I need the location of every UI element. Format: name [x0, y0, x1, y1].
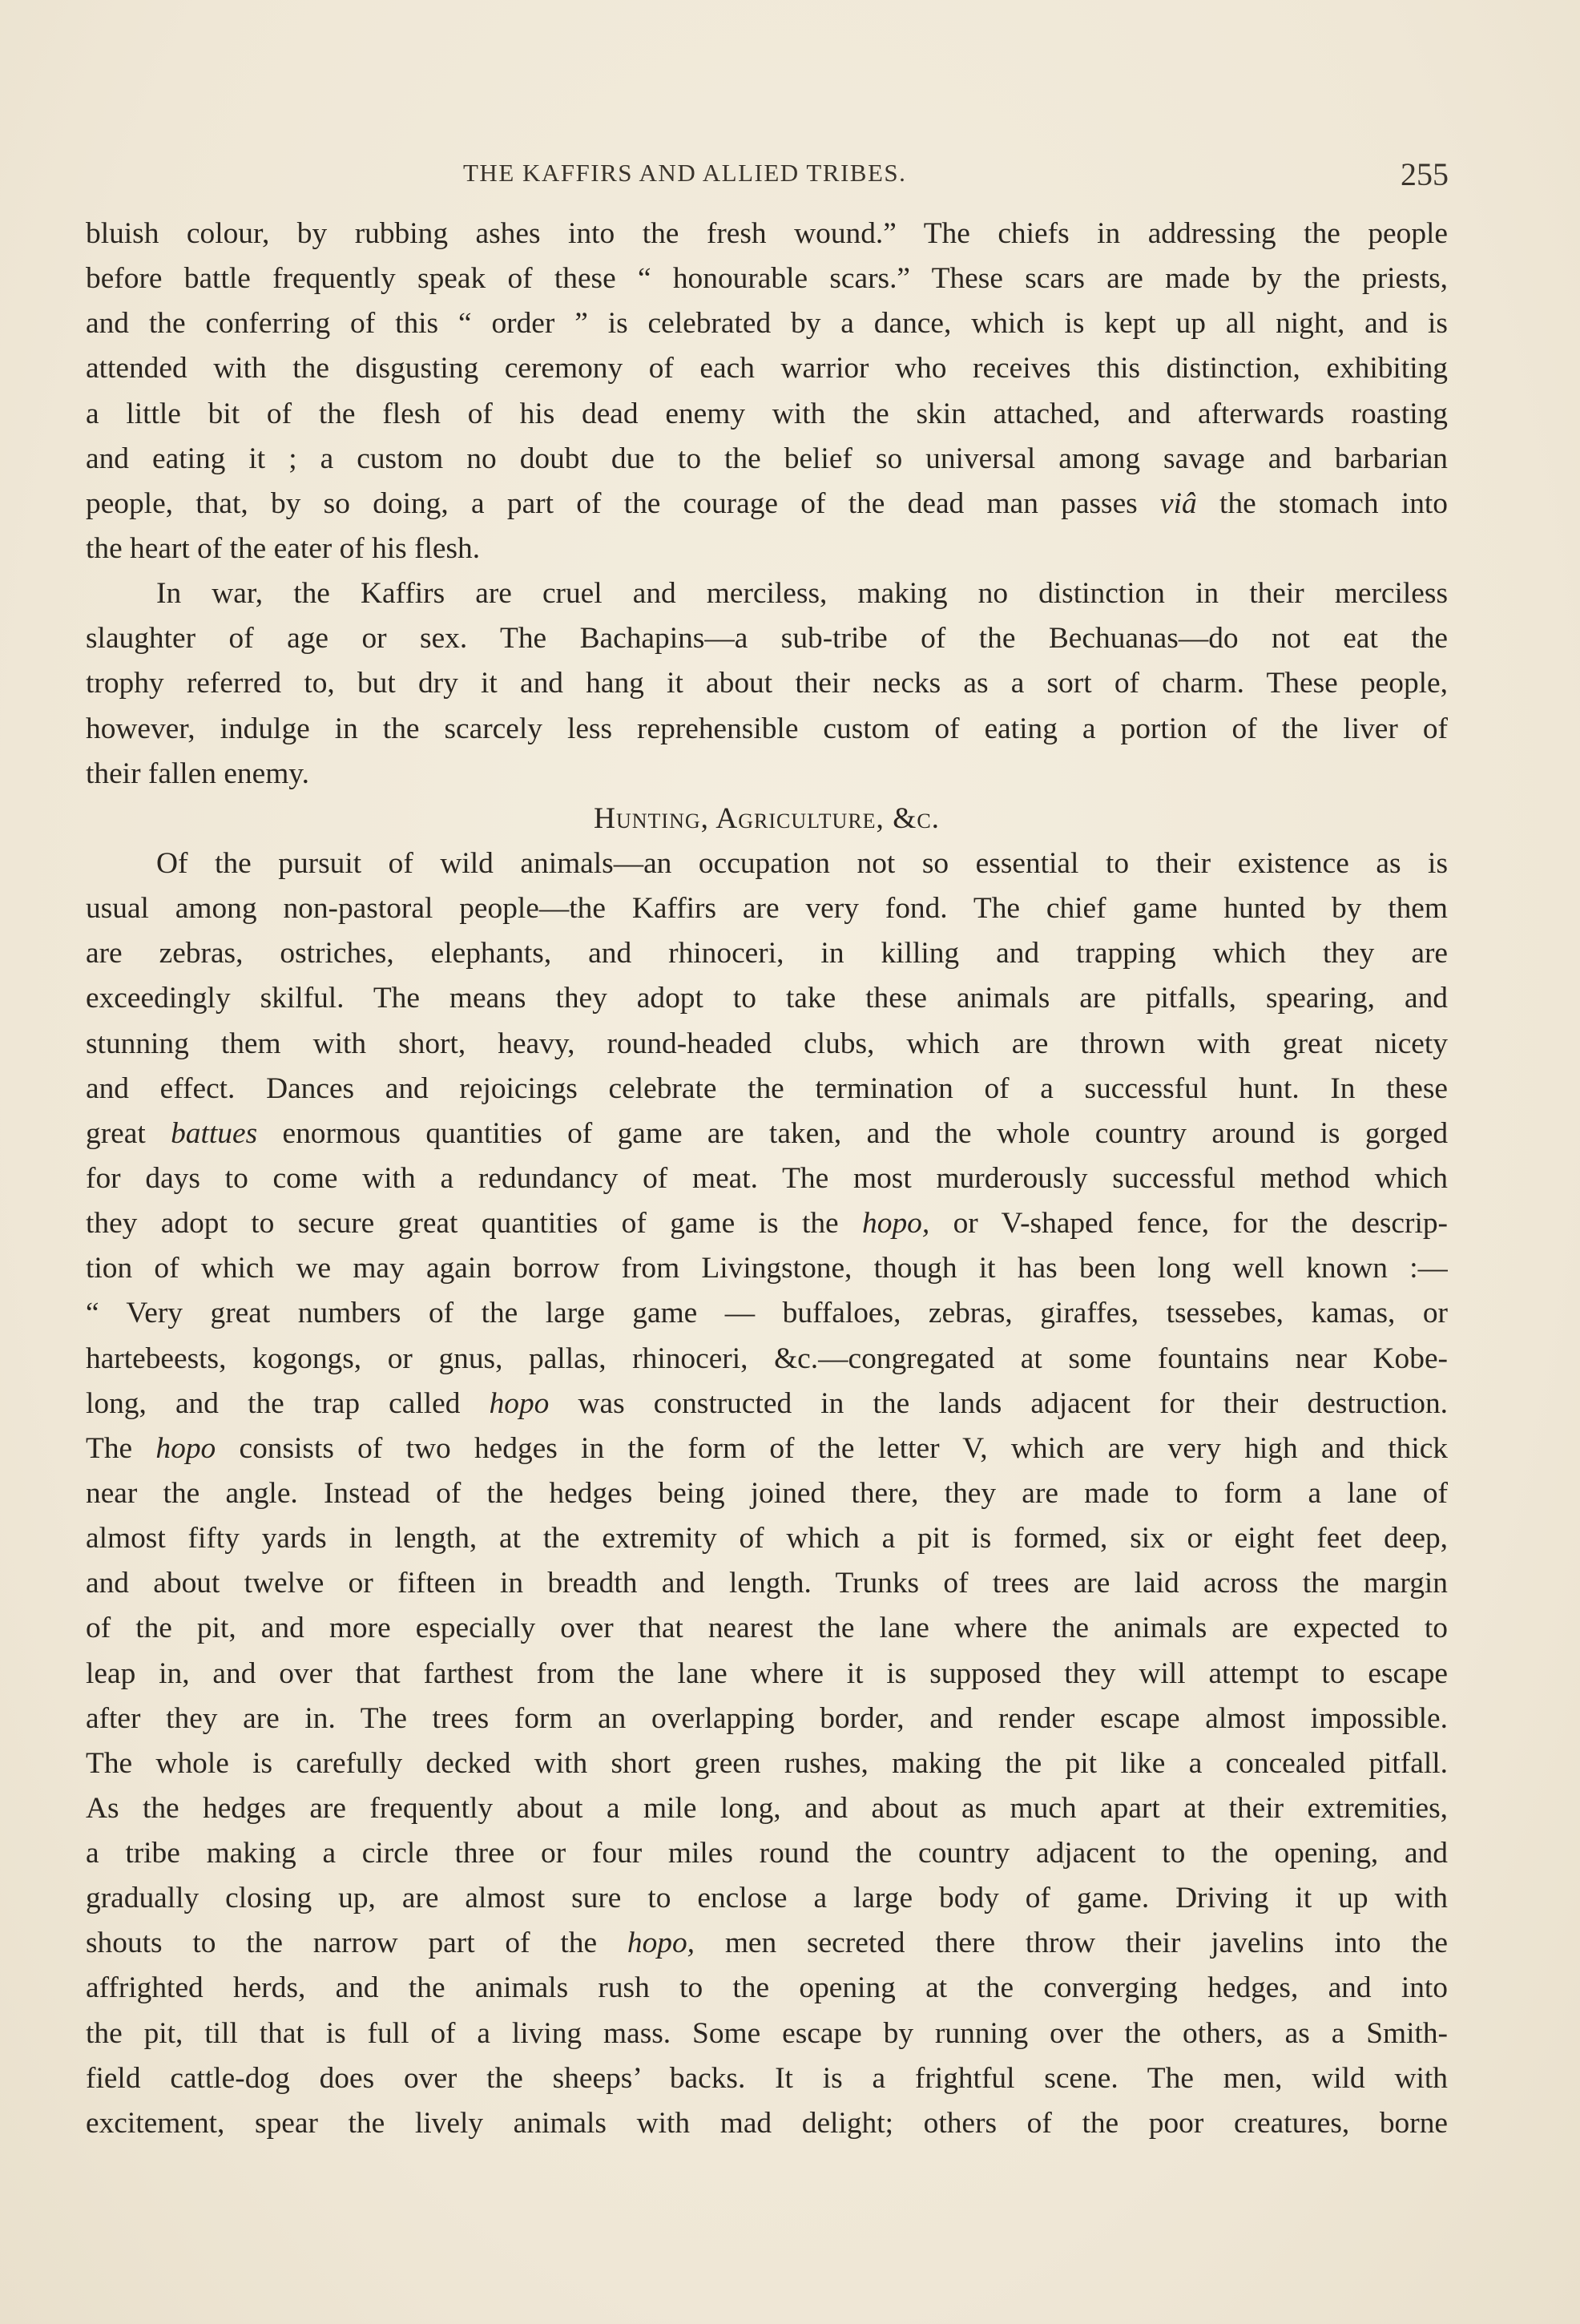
text-line: leap in, and over that farthest from the lane where it is supposed they will attempt to escape	[86, 1656, 1448, 1690]
italic-term: hopo	[489, 1386, 550, 1420]
text-line: of the pit, and more especially over that nearest the lane where the animals are expected to	[86, 1612, 1448, 1645]
text-line: a tribe making a circle three or four miles round the country adjacent to the opening, and	[86, 1837, 1448, 1870]
text-line: exceedingly skilful. The means they adopt to take these animals are pitfalls, spearing, and	[86, 982, 1448, 1015]
text-segment: they adopt to secure great quantities of game is the	[86, 1207, 863, 1241]
text-line: and effect. Dances and rejoicings celebrate the termination of a successful hunt. In these	[86, 1071, 1448, 1105]
text-line	[86, 1921, 1448, 1966]
text-line: near the angle. Instead of the hedges being joined there, they are made to form a lane of	[86, 1476, 1448, 1510]
text-line: and about twelve or fifteen in breadth and length. Trunks of trees are laid across the margin	[86, 1567, 1448, 1600]
text-segment: men secreted there throw their javelins into the	[695, 1927, 1448, 1960]
text-segment: The	[86, 1431, 156, 1465]
text-line: As the hedges are frequently about a mile long, and about as much apart at their extremities,	[86, 1791, 1448, 1825]
running-title: THE KAFFIRS AND ALLIED TRIBES.	[463, 159, 907, 187]
text-line: In war, the Kaffirs are cruel and merciless, making no distinction in their merciless	[156, 577, 1448, 611]
text-line: and the conferring of this “ order ” is celebrated by a dance, which is kept up all night, and is	[86, 307, 1448, 341]
page-number: 255	[1401, 156, 1449, 192]
text-segment: people, that, by so doing, a part of the courage of the dead man passes	[86, 486, 1161, 520]
text-segment: shouts to the narrow part of the	[86, 1927, 627, 1960]
text-line: field cattle-dog does over the sheeps’ backs. It is a frightful scene. The men, wild with	[86, 2061, 1448, 2095]
text-line	[86, 482, 1448, 527]
text-line: The whole is carefully decked with short green rushes, making the pit like a concealed pitfall.	[86, 1746, 1448, 1780]
text-line: hartebeests, kogongs, or gnus, pallas, rhinoceri, &c.—congregated at some fountains near Kobe-	[86, 1342, 1448, 1375]
text-line	[86, 1201, 1448, 1246]
text-line: after they are in. The trees form an overlapping border, and render escape almost impossible.	[86, 1701, 1448, 1735]
running-head	[0, 152, 1580, 192]
text-segment: the stomach into	[1196, 486, 1448, 520]
text-line: stunning them with short, heavy, round-headed clubs, which are thrown with great nicety	[86, 1027, 1448, 1060]
text-line: bluish colour, by rubbing ashes into the fresh wound.” The chiefs in addressing the people	[86, 217, 1448, 250]
text-line: a little bit of the flesh of his dead enemy with the skin attached, and afterwards roasting	[86, 397, 1448, 430]
text-line: the pit, till that is full of a living mass. Some escape by running over the others, as a Smith-	[86, 2016, 1448, 2050]
section-heading: Hunting, Agriculture, &c.	[593, 801, 941, 835]
text-segment: enormous quantities of game are taken, and the whole country around is gorged	[257, 1116, 1448, 1150]
text-segment: or V-shaped fence, for the descrip-	[929, 1207, 1448, 1241]
italic-term: battues	[171, 1116, 258, 1150]
text-segment: consists of two hedges in the form of the letter V, which are very high and thick	[216, 1431, 1448, 1465]
text-line: before battle frequently speak of these “ honourable scars.” These scars are made by the priests,	[86, 262, 1448, 296]
text-line: tion of which we may again borrow from Livingstone, though it has been long well known :—	[86, 1252, 1448, 1285]
italic-term: hopo,	[862, 1207, 930, 1241]
text-line: and eating it ; a custom no doubt due to the belief so universal among savage and barbarian	[86, 442, 1448, 475]
text-line: Of the pursuit of wild animals—an occupation not so essential to their existence as is	[156, 846, 1448, 880]
text-line: their fallen enemy.	[86, 757, 309, 790]
text-line: for days to come with a redundancy of meat. The most murderously successful method which	[86, 1161, 1448, 1195]
italic-term: viâ	[1160, 486, 1197, 520]
text-line	[86, 1382, 1448, 1426]
text-line: gradually closing up, are almost sure to enclose a large body of game. Driving it up with	[86, 1882, 1448, 1915]
text-line	[86, 1426, 1448, 1471]
text-segment: great	[86, 1116, 171, 1150]
text-line: almost fifty yards in length, at the extremity of which a pit is formed, six or eight feet deep,	[86, 1522, 1448, 1555]
body-text	[86, 212, 1448, 2146]
italic-term: hopo,	[627, 1927, 695, 1960]
text-line: slaughter of age or sex. The Bachapins—a sub-tribe of the Bechuanas—do not eat the	[86, 622, 1448, 656]
text-line: however, indulge in the scarcely less reprehensible custom of eating a portion of the liver of	[86, 712, 1448, 745]
text-segment: was constructed in the lands adjacent for their destruction.	[549, 1386, 1448, 1420]
text-line: attended with the disgusting ceremony of each warrior who receives this distinction, exhibiting	[86, 352, 1448, 385]
text-line: the heart of the eater of his flesh.	[86, 531, 481, 565]
text-line: usual among non-pastoral people—the Kaffirs are very fond. The chief game hunted by them	[86, 892, 1448, 926]
text-segment: long, and the trap called	[86, 1386, 490, 1420]
text-line: trophy referred to, but dry it and hang it about their necks as a sort of charm. These people,	[86, 667, 1448, 700]
italic-term: hopo	[155, 1431, 216, 1465]
text-line: affrighted herds, and the animals rush to the opening at the converging hedges, and into	[86, 1971, 1448, 2005]
text-line: “ Very great numbers of the large game — buffaloes, zebras, giraffes, tsessebes, kamas, or	[86, 1297, 1448, 1330]
text-line: excitement, spear the lively animals with mad delight; others of the poor creatures, borne	[86, 2106, 1448, 2140]
text-line: are zebras, ostriches, elephants, and rhinoceri, in killing and trapping which they are	[86, 937, 1448, 970]
text-line	[86, 1112, 1448, 1156]
